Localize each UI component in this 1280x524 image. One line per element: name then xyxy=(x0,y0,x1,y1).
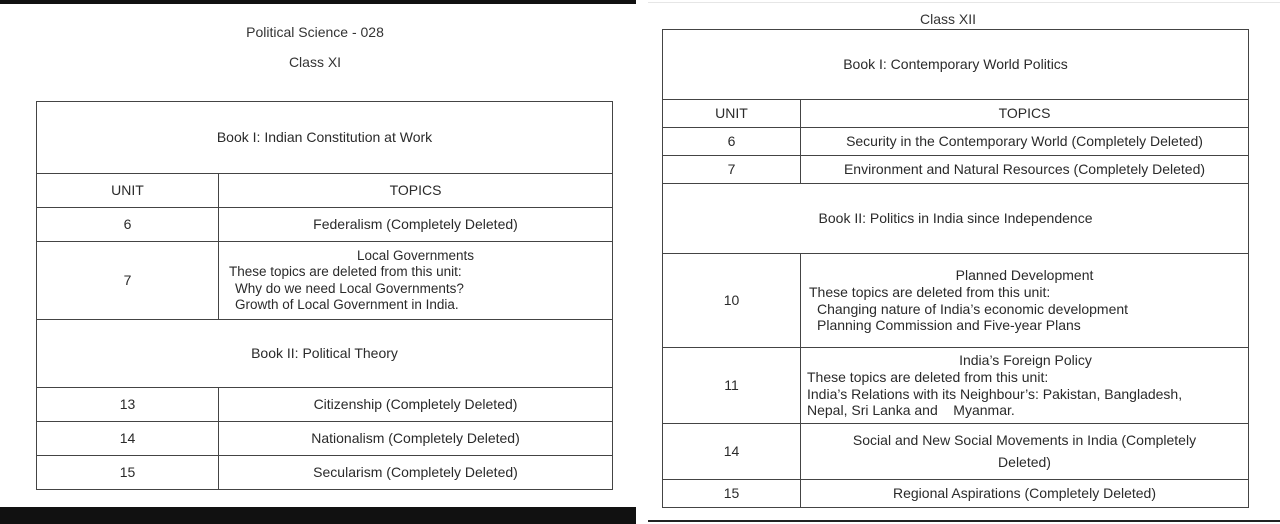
topic-cell: Environment and Natural Resources (Completely Deleted) xyxy=(801,156,1249,184)
table-row xyxy=(37,208,613,242)
class-xi-panel xyxy=(0,0,636,524)
book-row xyxy=(663,184,1249,254)
topics-header: TOPICS xyxy=(219,174,613,208)
book-row xyxy=(663,30,1249,100)
topic-cell: Citizenship (Completely Deleted) xyxy=(219,388,613,422)
book1-title: Book I: Contemporary World Politics xyxy=(663,30,1249,100)
deleted-item: Why do we need Local Governments? xyxy=(235,280,464,296)
deleted-item: Nepal, Sri Lanka and Myanmar. xyxy=(807,402,1015,419)
topic-cell xyxy=(801,348,1249,424)
unit-cell: 6 xyxy=(37,208,219,242)
topic-line: Deleted) xyxy=(998,453,1051,470)
unit-cell: 7 xyxy=(663,156,801,184)
top-border xyxy=(0,0,636,4)
class-xi-table xyxy=(36,101,613,490)
unit-cell: 7 xyxy=(37,242,219,320)
topic-cell: Federalism (Completely Deleted) xyxy=(219,208,613,242)
deleted-item: Changing nature of India’s economic development xyxy=(817,300,1129,317)
table-row xyxy=(37,456,613,490)
unit-cell: 11 xyxy=(663,348,801,424)
table-row xyxy=(663,480,1249,508)
table-row xyxy=(663,424,1249,480)
class-xii-title: Class XII xyxy=(919,11,976,27)
unit-header: UNIT xyxy=(663,100,801,128)
book2-title: Book II: Politics in India since Independence xyxy=(663,184,1249,254)
unit-cell: 13 xyxy=(37,388,219,422)
unit-header: UNIT xyxy=(37,174,219,208)
topic-cell: Nationalism (Completely Deleted) xyxy=(219,422,613,456)
table-row xyxy=(37,388,613,422)
header-row xyxy=(663,100,1249,128)
topic-title: Planned Development xyxy=(955,266,1094,283)
table-row xyxy=(663,254,1249,348)
table-row xyxy=(37,422,613,456)
bottom-border xyxy=(0,507,636,524)
subject-title: Political Science - 028 xyxy=(246,24,384,40)
deleted-item: India’s Relations with its Neighbour’s: Pakistan, Bangladesh, xyxy=(807,385,1183,402)
deleted-item: Planning Commission and Five-year Plans xyxy=(817,317,1081,334)
unit-cell: 15 xyxy=(663,480,801,508)
topic-line: Social and New Social Movements in India (Completely xyxy=(852,431,1197,448)
bottom-border xyxy=(648,520,1280,522)
book2-title: Book II: Political Theory xyxy=(37,320,613,388)
book1-title: Book I: Indian Constitution at Work xyxy=(37,102,613,174)
deleted-item: Growth of Local Government in India. xyxy=(235,296,459,312)
table-row xyxy=(663,128,1249,156)
top-divider xyxy=(648,2,1280,3)
unit-cell: 14 xyxy=(663,424,801,480)
table-row xyxy=(663,156,1249,184)
table-row xyxy=(663,348,1249,424)
topic-cell: Regional Aspirations (Completely Deleted) xyxy=(801,480,1249,508)
topic-cell xyxy=(801,254,1249,348)
unit-cell: 6 xyxy=(663,128,801,156)
deleted-note: These topics are deleted from this unit: xyxy=(229,264,462,280)
class-xi-title: Class XI xyxy=(288,54,342,70)
topic-title: India’s Foreign Policy xyxy=(959,351,1092,368)
header-row xyxy=(37,174,613,208)
table-row xyxy=(37,242,613,320)
deleted-note: These topics are deleted from this unit: xyxy=(807,368,1049,385)
unit-cell: 10 xyxy=(663,254,801,348)
class-xii-table xyxy=(662,29,1249,508)
unit-cell: 14 xyxy=(37,422,219,456)
book-row xyxy=(37,320,613,388)
topic-cell: Security in the Contemporary World (Completely Deleted) xyxy=(801,128,1249,156)
topic-cell: Secularism (Completely Deleted) xyxy=(219,456,613,490)
topics-header: TOPICS xyxy=(801,100,1249,128)
topic-cell xyxy=(219,242,613,320)
unit-cell: 15 xyxy=(37,456,219,490)
topic-title: Local Governments xyxy=(356,248,475,264)
topic-cell xyxy=(801,424,1249,480)
class-xii-panel xyxy=(648,0,1280,524)
deleted-note: These topics are deleted from this unit: xyxy=(809,283,1051,300)
book-row xyxy=(37,102,613,174)
